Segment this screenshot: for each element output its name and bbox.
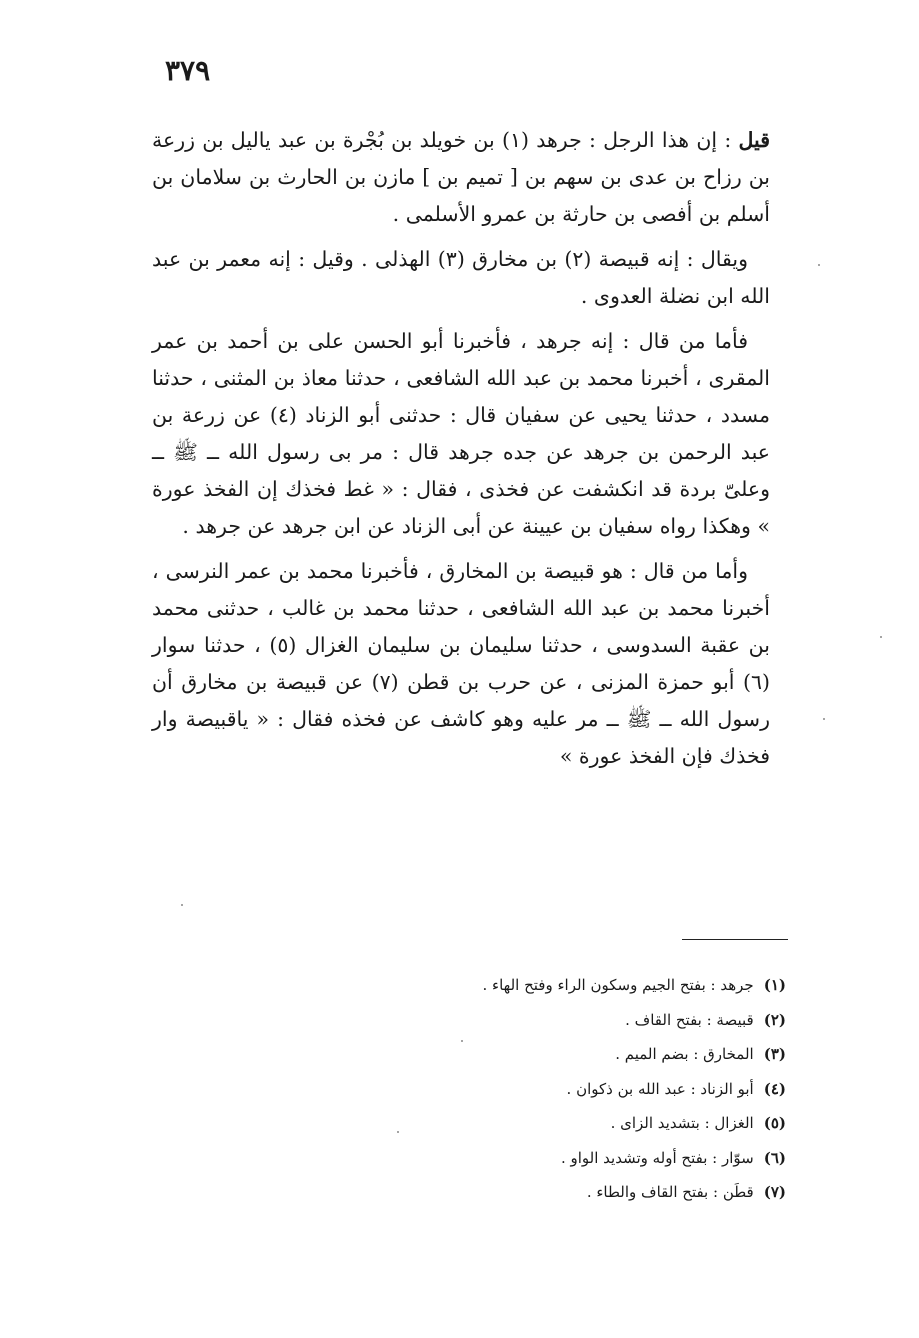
footnote-item — [380, 1175, 786, 1210]
scan-speck — [823, 718, 825, 720]
footnote-text: أبو الزناد : عبد الله بن ذكوان . — [566, 1079, 754, 1098]
footnote-number: (١) — [763, 976, 786, 994]
footnote-number: (٢) — [763, 1010, 786, 1029]
footnote-item — [380, 968, 786, 1003]
page-number: ٣٧٩ — [165, 54, 211, 87]
scan-speck — [880, 636, 882, 638]
main-text — [152, 122, 770, 783]
footnote-text: سوّار : بفتح أوله وتشديد الواو . — [560, 1148, 754, 1167]
scan-speck — [461, 1040, 463, 1042]
paragraph-text: ويقال : إنه قبيصة (٢) بن مخارق (٣) الهذلى . وقيل : إنه معمر بن عبد الله ابن نضلة العدوى . — [152, 247, 770, 308]
footnote-item — [380, 1072, 786, 1107]
scan-speck — [818, 264, 820, 266]
scan-speck — [181, 904, 183, 906]
paragraph-text: فأما من قال : إنه جرهد ، فأخبرنا أبو الحسن على بن أحمد بن عمر المقرى ، أخبرنا محمد بن عبد الله الشافعى ، حدثنا معاذ بن المثنى ، حدثنا مسدد ، حدثنا يحيى عن سفيان قال : حدثنى أبو الزناد (٤) عن زرعة بن عبد الرحمن بن جرهد عن جده جرهد قال : مر بى رسول الله ــ ﷺ ــ وعلىّ بردة قد انكشفت عن فخذى ، فقال : « غط فخذك إن الفخذ عورة » وهكذا رواه سفيان بن عيينة عن أبى الزناد عن ابن جرهد عن جرهد . — [152, 329, 771, 538]
paragraph-text: وأما من قال : هو قبيصة بن المخارق ، فأخبرنا محمد بن عمر النرسى ، أخبرنا محمد بن عبد الله الشافعى ، حدثنا محمد بن غالب ، حدثنى محمد بن عقبة السدوسى ، حدثنا سليمان بن سليمان الغزال (٥) ، حدثنا سوار (٦) أبو حمزة المزنى ، عن حرب بن قطن (٧) عن قبيصة بن مخارق أن رسول الله ــ ﷺ ــ مر عليه وهو كاشف عن فخذه فقال : « ياقبيصة وار فخذك فإن الفخذ عورة » — [152, 559, 771, 768]
footnote-number: (٣) — [763, 1045, 786, 1063]
footnote-number: (٤) — [763, 1079, 786, 1098]
scan-speck — [397, 1131, 399, 1133]
footnotes-list — [380, 968, 786, 1210]
paragraph-lead-word: قيل — [738, 128, 770, 152]
footnote-item — [380, 1141, 786, 1176]
footnote-item — [380, 1037, 786, 1072]
footnote-text: قطَن : بفتح القاف والطاء . — [586, 1183, 754, 1201]
paragraph-4 — [152, 553, 770, 775]
paragraph-text: : إن هذا الرجل : جرهد (١) بن خويلد بن بُجْرة بن عبد ياليل بن زرعة بن رزاح بن عدى بن سهم بن [ تميم بن ] مازن بن الحارث بن سلامان بن أسلم بن أفصى بن حارثة بن عمرو الأسلمى . — [152, 128, 770, 226]
footnote-item — [380, 1106, 786, 1141]
paragraph-2 — [152, 241, 770, 315]
footnote-number: (٧) — [763, 1183, 786, 1201]
footnote-number: (٥) — [763, 1114, 786, 1132]
footnote-item — [380, 1003, 786, 1038]
footnote-text: جرهد : بفتح الجيم وسكون الراء وفتح الهاء . — [482, 976, 754, 994]
footnote-text: الغزال : بتشديد الزاى . — [610, 1114, 754, 1132]
footnote-text: المخارق : بضم الميم . — [615, 1045, 754, 1063]
footnote-text: قبيصة : بفتح القاف . — [625, 1010, 754, 1029]
paragraph-3 — [152, 323, 770, 545]
paragraph-1 — [152, 122, 770, 233]
footnote-separator — [682, 939, 788, 940]
footnote-number: (٦) — [763, 1148, 786, 1167]
